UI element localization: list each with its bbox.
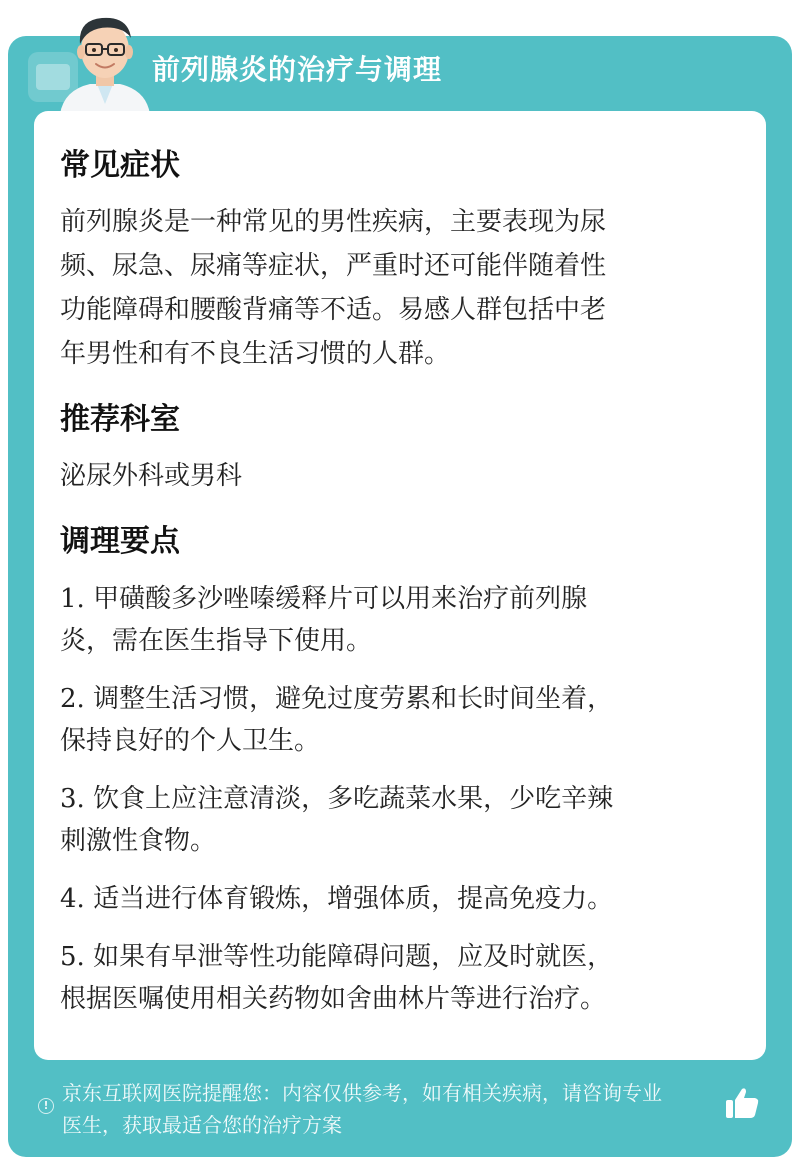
- item-line: 甲磺酸多沙唑嗪缓释片可以用来治疗前列腺: [93, 584, 588, 614]
- item-number: 1.: [60, 584, 85, 614]
- symptoms-line: 前列腺炎是一种常见的男性疾病，主要表现为尿: [60, 207, 607, 237]
- section-title-care: 调理要点: [60, 524, 180, 559]
- care-item-3: [60, 778, 740, 862]
- doctor-avatar: [50, 8, 160, 114]
- item-line: 如果有早泄等性功能障碍问题，应及时就医，: [93, 942, 614, 972]
- symptoms-line: 年男性和有不良生活习惯的人群。: [60, 339, 451, 369]
- symptoms-description: [60, 200, 730, 376]
- footer-line: 医生，获取最适合您的治疗方案: [62, 1113, 342, 1137]
- footer-disclaimer: [62, 1077, 728, 1141]
- care-item-1: [60, 578, 740, 662]
- item-number: 5.: [60, 942, 85, 972]
- section-title-symptoms: 常见症状: [60, 148, 180, 183]
- symptoms-line: 频、尿急、尿痛等症状，严重时还可能伴随着性: [60, 251, 607, 281]
- item-line: 刺激性食物。: [60, 826, 217, 856]
- info-icon: !: [38, 1098, 54, 1114]
- department-text: 泌尿外科或男科: [60, 461, 243, 491]
- thumbs-up-icon[interactable]: [724, 1086, 760, 1120]
- item-number: 2.: [60, 684, 85, 714]
- item-number: 4.: [60, 884, 85, 914]
- care-item-4: [60, 878, 740, 920]
- item-line: 调整生活习惯，避免过度劳累和长时间坐着，: [93, 684, 614, 714]
- item-line: 炎，需在医生指导下使用。: [60, 626, 373, 656]
- page-title: 前列腺炎的治疗与调理: [152, 53, 443, 86]
- item-line: 根据医嘱使用相关药物如舍曲林片等进行治疗。: [60, 984, 607, 1014]
- item-line: 适当进行体育锻炼，增强体质，提高免疫力。: [93, 884, 614, 914]
- item-line: 保持良好的个人卫生。: [60, 726, 321, 756]
- footer-line: 京东互联网医院提醒您：内容仅供参考，如有相关疾病，请咨询专业: [62, 1081, 662, 1105]
- care-item-2: [60, 678, 740, 762]
- item-number: 3.: [60, 784, 85, 814]
- section-title-department: 推荐科室: [60, 402, 180, 437]
- symptoms-line: 功能障碍和腰酸背痛等不适。易感人群包括中老: [60, 295, 607, 325]
- item-line: 饮食上应注意清淡，多吃蔬菜水果，少吃辛辣: [93, 784, 614, 814]
- care-item-5: [60, 936, 740, 1020]
